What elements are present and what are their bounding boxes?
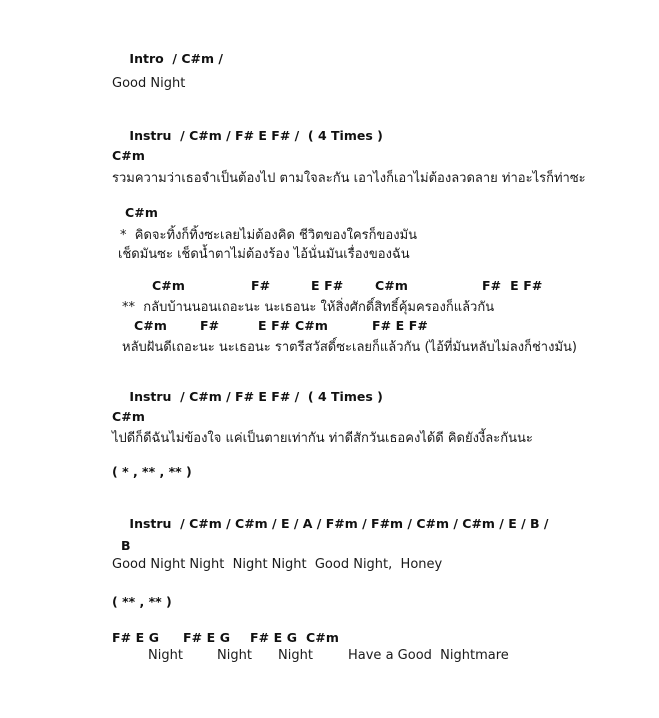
instru-row-2 bbox=[112, 374, 383, 419]
final-chordrow bbox=[0, 630, 659, 646]
final-word-4: Have a Good Nightmare bbox=[348, 648, 509, 663]
instru-chords-2: / C#m / F# E F# / ( 4 Times ) bbox=[180, 389, 383, 404]
chord-c2: F# bbox=[200, 318, 220, 333]
star-lyric-2: เช็ดมันซะ เช็ดน้ำตาไม่ต้องร้อง ไอ้นั่นมันเรื่องของฉัน bbox=[118, 247, 410, 262]
repeat-marker-2: ( ** , ** ) bbox=[112, 594, 172, 609]
spacer bbox=[171, 128, 180, 143]
chord-c5: F# E F# bbox=[372, 318, 428, 333]
dstar-chordrow-2 bbox=[0, 318, 659, 334]
chord-c3: E F# bbox=[258, 318, 291, 333]
chord-c1: F# E G bbox=[112, 630, 160, 645]
instru-label-1: Instru bbox=[129, 128, 172, 143]
instru-row-3 bbox=[112, 501, 548, 546]
instru-label-3: Instru bbox=[129, 516, 172, 531]
verse1-chord: C#m bbox=[112, 148, 145, 163]
repeat-marker-1: ( * , ** , ** ) bbox=[112, 464, 192, 479]
verse2-lyric: ไปดีก็ดีฉันไม่ข้องใจ แค่เป็นตายเท่ากัน ท่าดีสักวันเธอคงได้ดี คิดยังงี้ละกันนะ bbox=[112, 431, 533, 446]
chord-c4: C#m bbox=[306, 630, 339, 645]
dstar-lyric-1: ** กลับบ้านนอนเถอะนะ นะเธอนะ ให้สิ่งศักดิ์สิทธิ์คุ้มครองก็แล้วกัน bbox=[122, 300, 495, 315]
outro-lyric: Good Night Night Night Night Good Night, Honey bbox=[112, 557, 443, 572]
chord-c2: F# E G bbox=[183, 630, 231, 645]
final-lyricrow bbox=[0, 648, 659, 666]
intro-label: Intro bbox=[129, 51, 164, 66]
chord-c3: E F# bbox=[311, 278, 344, 293]
dstar-lyric-2: หลับฝันดีเถอะนะ นะเธอนะ ราตรีสวัสดิ์ซะเลยก็แล้วกัน (ไอ้ที่มันหลับไม่ลงก็ช่างมัน) bbox=[122, 340, 577, 355]
spacer bbox=[171, 516, 180, 531]
chord-c1: C#m bbox=[152, 278, 185, 293]
chord-c5: F# E F# bbox=[482, 278, 543, 293]
intro-row bbox=[112, 36, 223, 81]
verse2-chord: C#m bbox=[112, 409, 145, 424]
instru-chords-3: / C#m / C#m / E / A / F#m / F#m / C#m / C#m / E / B / bbox=[180, 516, 549, 531]
star-lyric-1: * คิดจะทิ้งก็ทิ้งซะเลยไม่ต้องคิด ชีวิตของใครก็ของมัน bbox=[120, 228, 418, 243]
final-word-3: Night bbox=[278, 648, 313, 663]
instru-chords-1: / C#m / F# E F# / ( 4 Times ) bbox=[180, 128, 383, 143]
instru-label-2: Instru bbox=[129, 389, 172, 404]
outro-chord: B bbox=[121, 538, 131, 553]
spacer bbox=[171, 389, 180, 404]
instru-row-1 bbox=[112, 113, 383, 158]
verse1-lyric: รวมความว่าเธอจำเป็นต้องไป ตามใจละกัน เอาไงก็เอาไม่ต้องลวดลาย ท่าอะไรก็ท่าซะ bbox=[112, 171, 586, 186]
song-title-line: Good Night bbox=[112, 76, 186, 91]
final-word-1: Night bbox=[148, 648, 183, 663]
chord-c4: C#m bbox=[295, 318, 328, 333]
chord-c3: F# E G bbox=[250, 630, 298, 645]
intro-chords: / C#m / bbox=[172, 51, 223, 66]
chord-c4: C#m bbox=[375, 278, 408, 293]
star-chord: C#m bbox=[125, 205, 158, 220]
chord-c2: F# bbox=[251, 278, 271, 293]
chord-c1: C#m bbox=[134, 318, 167, 333]
final-word-2: Night bbox=[217, 648, 252, 663]
dstar-chordrow-1 bbox=[0, 278, 659, 294]
